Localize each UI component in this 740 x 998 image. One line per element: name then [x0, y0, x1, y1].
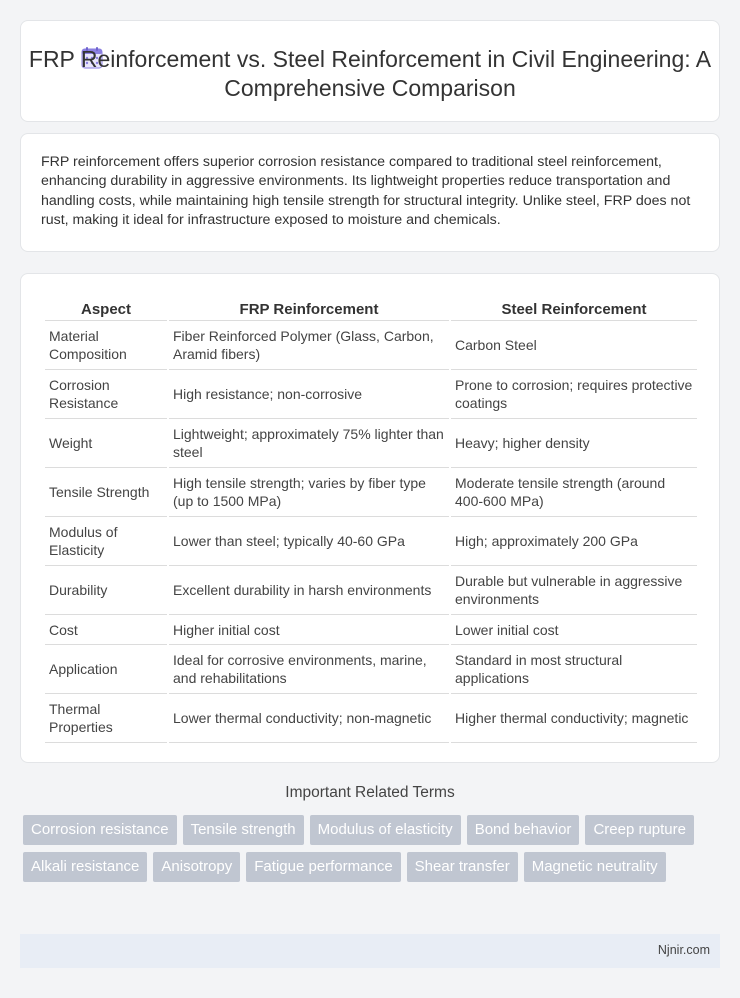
frp-cell: Excellent durability in harsh environments [169, 566, 449, 615]
aspect-cell: Weight [45, 419, 167, 468]
steel-cell: Moderate tensile strength (around 400-600 MPa) [451, 468, 697, 517]
comparison-card [20, 273, 720, 763]
term-tag[interactable]: Alkali resistance [23, 852, 147, 882]
table-row [45, 419, 697, 468]
frp-cell: High resistance; non-corrosive [169, 370, 449, 419]
frp-cell: Lower than steel; typically 40-60 GPa [169, 517, 449, 566]
comparison-table [43, 294, 699, 743]
table-row [45, 517, 697, 566]
frp-cell: Lightweight; approximately 75% lighter than steel [169, 419, 449, 468]
steel-cell: Standard in most structural applications [451, 645, 697, 694]
term-tag[interactable]: Shear transfer [407, 852, 518, 882]
frp-cell: Lower thermal conductivity; non-magnetic [169, 694, 449, 743]
page-title: FRP Reinforcement vs. Steel Reinforcement in Civil Engineering: A Comprehensive Comparison [28, 46, 712, 101]
term-tag[interactable]: Fatigue performance [246, 852, 400, 882]
frp-cell: Fiber Reinforced Polymer (Glass, Carbon, Aramid fibers) [169, 321, 449, 370]
steel-cell: Lower initial cost [451, 615, 697, 645]
steel-cell: Durable but vulnerable in aggressive environments [451, 566, 697, 615]
aspect-cell: Cost [45, 615, 167, 645]
term-tag[interactable]: Creep rupture [585, 815, 694, 845]
table-row [45, 566, 697, 615]
header-steel: Steel Reinforcement [451, 294, 697, 321]
steel-cell: Higher thermal conductivity; magnetic [451, 694, 697, 743]
table-row [45, 694, 697, 743]
footer-site-link[interactable]: Njnir.com [657, 943, 710, 957]
aspect-cell: Material Composition [45, 321, 167, 370]
intro-card [20, 133, 720, 252]
term-tag[interactable]: Bond behavior [467, 815, 580, 845]
footer-bar [20, 934, 720, 968]
table-row [45, 645, 697, 694]
steel-cell: High; approximately 200 GPa [451, 517, 697, 566]
term-tag[interactable]: Anisotropy [153, 852, 240, 882]
aspect-cell: Tensile Strength [45, 468, 167, 517]
aspect-cell: Application [45, 645, 167, 694]
table-row [45, 468, 697, 517]
aspect-cell: Corrosion Resistance [45, 370, 167, 419]
title-card [20, 20, 720, 122]
frp-cell: Ideal for corrosive environments, marine, and rehabilitations [169, 645, 449, 694]
aspect-cell: Thermal Properties [45, 694, 167, 743]
term-tag[interactable]: Tensile strength [183, 815, 304, 845]
table-row [45, 615, 697, 645]
frp-cell: Higher initial cost [169, 615, 449, 645]
term-tag[interactable]: Modulus of elasticity [310, 815, 461, 845]
steel-cell: Carbon Steel [451, 321, 697, 370]
table-header-row [45, 294, 697, 321]
steel-cell: Prone to corrosion; requires protective coatings [451, 370, 697, 419]
aspect-cell: Modulus of Elasticity [45, 517, 167, 566]
frp-cell: High tensile strength; varies by fiber type (up to 1500 MPa) [169, 468, 449, 517]
header-aspect: Aspect [45, 294, 167, 321]
aspect-cell: Durability [45, 566, 167, 615]
term-tag[interactable]: Magnetic neutrality [524, 852, 666, 882]
steel-cell: Heavy; higher density [451, 419, 697, 468]
related-terms-list [23, 815, 703, 882]
intro-paragraph: FRP reinforcement offers superior corrosion resistance compared to traditional steel reinforcement, enhancing durability in aggressive environments. Its lightweight properties reduce transportation and handling costs, while maintaining high tensile strength for structural integrity. Unlike steel, FRP does not rust, making it ideal for infrastructure exposed to moisture and chemicals. [41, 154, 691, 229]
table-row [45, 370, 697, 419]
term-tag[interactable]: Corrosion resistance [23, 815, 177, 845]
header-frp: FRP Reinforcement [169, 294, 449, 321]
table-row [45, 321, 697, 370]
related-terms-title: Important Related Terms [285, 784, 455, 801]
